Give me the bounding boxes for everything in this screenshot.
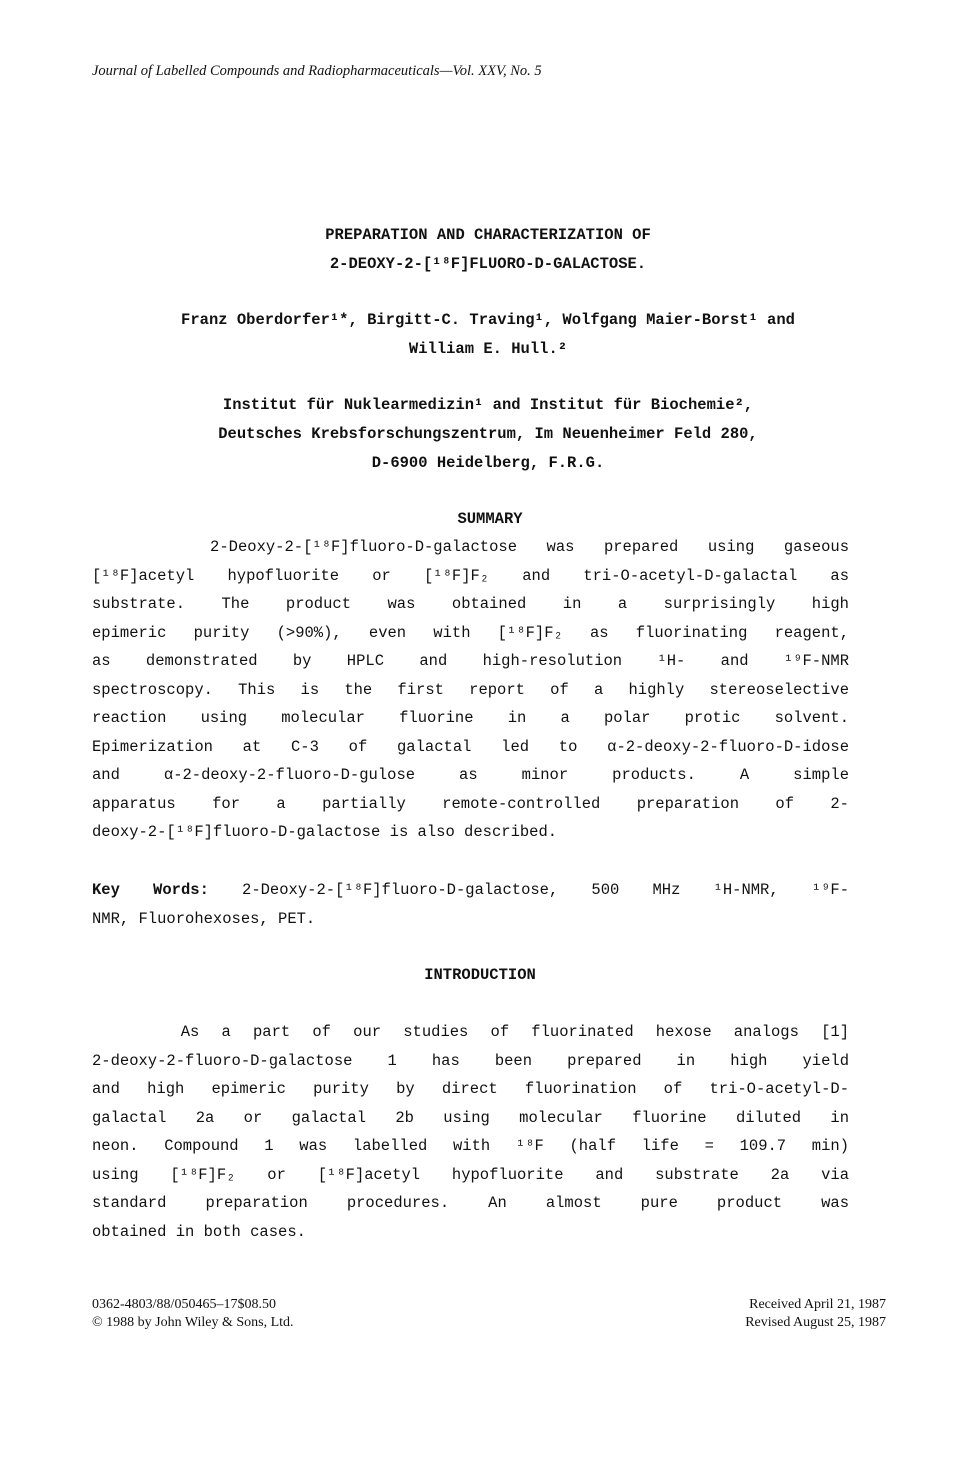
keywords-text-1: 2-Deoxy-2-[¹⁸F]fluoro-D-galactose, 500 MHz ¹H-NMR, ¹⁹F-	[208, 881, 849, 899]
intro-line: neon. Compound 1 was labelled with ¹⁸F (half life = 109.7 min)	[92, 1137, 849, 1155]
summary-line: deoxy-2-[¹⁸F]fluoro-D-galactose is also described.	[92, 823, 558, 841]
intro-line: and high epimeric purity by direct fluorination of tri-O-acetyl-D-	[92, 1080, 849, 1098]
authors-line-2: William E. Hull.²	[408, 340, 568, 358]
affiliation-line-2: Deutsches Krebsforschungszentrum, Im Neuenheimer Feld 280,	[218, 425, 758, 443]
summary-line: [¹⁸F]acetyl hypofluorite or [¹⁸F]F₂ and tri-O-acetyl-D-galactal as	[92, 566, 849, 585]
summary-line: spectroscopy. This is the first report of a highly stereoselective	[92, 680, 849, 699]
summary-body	[92, 533, 849, 847]
summary-line: Epimerization at C-3 of galactal led to α-2-deoxy-2-fluoro-D-idose	[92, 737, 849, 756]
summary-line: and α-2-deoxy-2-fluoro-D-gulose as minor products. A simple	[92, 766, 849, 784]
received-date: Received April 21, 1987	[749, 1297, 886, 1312]
intro-line: As a part of our studies of fluorinated hexose analogs [1]	[92, 1023, 849, 1041]
title-line-1: PREPARATION AND CHARACTERIZATION OF	[325, 226, 651, 244]
copyright-notice: © 1988 by John Wiley & Sons, Ltd.	[92, 1315, 294, 1330]
summary-line: 2-Deoxy-2-[¹⁸F]fluoro-D-galactose was prepared using gaseous	[92, 538, 849, 556]
footer-left	[92, 1296, 294, 1332]
keywords-line-2: NMR, Fluorohexoses, PET.	[92, 909, 316, 928]
intro-line: 2-deoxy-2-fluoro-D-galactose 1 has been prepared in high yield	[92, 1051, 849, 1070]
intro-line: obtained in both cases.	[92, 1222, 306, 1241]
keywords-line-1	[92, 876, 849, 905]
keywords-label: Key Words:	[92, 881, 209, 899]
summary-heading: SUMMARY	[457, 510, 523, 528]
affiliation-line-3: D-6900 Heidelberg, F.R.G.	[371, 454, 605, 472]
footer-right	[745, 1296, 886, 1332]
keywords	[92, 876, 849, 933]
journal-header: Journal of Labelled Compounds and Radiopharmaceuticals—Vol. XXV, No. 5	[92, 63, 542, 79]
revised-date: Revised August 25, 1987	[745, 1315, 886, 1330]
summary-line: apparatus for a partially remote-controlled preparation of 2-	[92, 794, 849, 813]
summary-line: substrate. The product was obtained in a surprisingly high	[92, 595, 849, 613]
intro-line: galactal 2a or galactal 2b using molecular fluorine diluted in	[92, 1108, 849, 1127]
authors-line-1: Franz Oberdorfer¹*, Birgitt-C. Traving¹, Wolfgang Maier-Borst¹ and	[181, 311, 795, 329]
introduction-heading: INTRODUCTION	[424, 966, 536, 984]
summary-line: as demonstrated by HPLC and high-resolution ¹H- and ¹⁹F-NMR	[92, 652, 849, 670]
intro-line: using [¹⁸F]F₂ or [¹⁸F]acetyl hypofluorite and substrate 2a via	[92, 1165, 849, 1184]
summary-line: reaction using molecular fluorine in a polar protic solvent.	[92, 709, 849, 727]
affiliation-line-1: Institut für Nuklearmedizin¹ and Institut für Biochemie²,	[222, 396, 754, 414]
introduction-body	[92, 1018, 849, 1246]
issn-code: 0362-4803/88/050465–17$08.50	[92, 1297, 276, 1312]
title-line-2: 2-DEOXY-2-[¹⁸F]FLUORO-D-GALACTOSE.	[329, 255, 647, 273]
intro-line: standard preparation procedures. An almost pure product was	[92, 1194, 849, 1212]
summary-line: epimeric purity (>90%), even with [¹⁸F]F₂ as fluorinating reagent,	[92, 623, 849, 642]
